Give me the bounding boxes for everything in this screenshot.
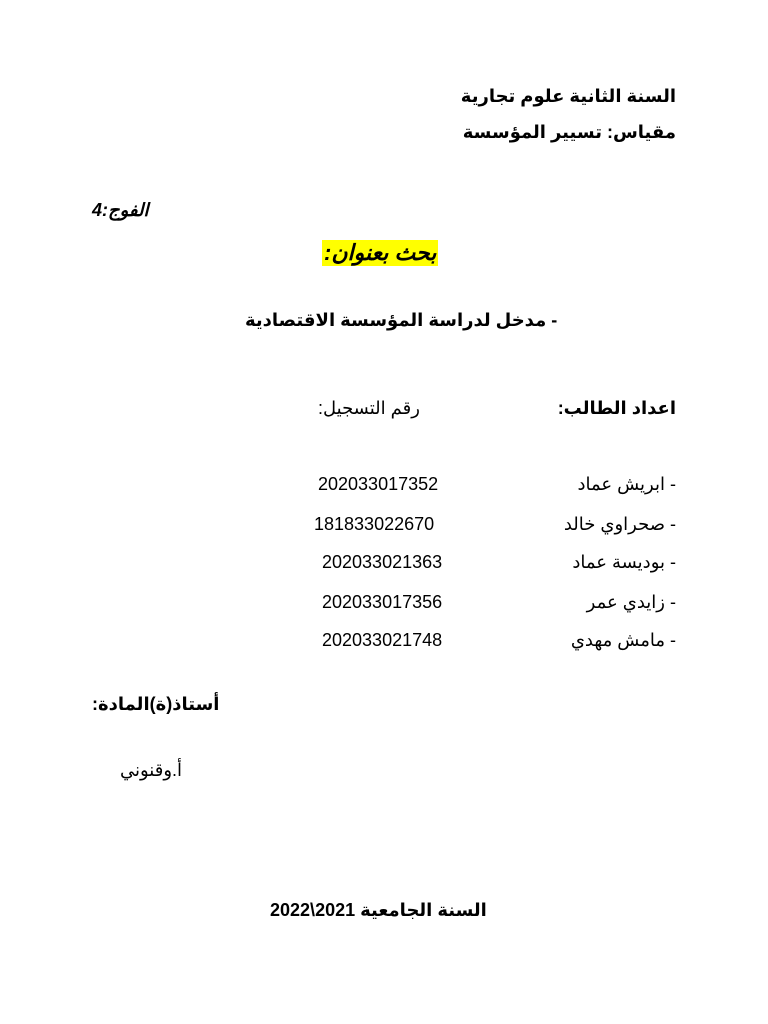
- research-title-label: بحث بعنوان:: [324, 240, 437, 265]
- student-id: 202033021748: [322, 630, 443, 650]
- student-name: - بوديسة عماد: [572, 552, 676, 572]
- student-id: 181833022670: [314, 514, 435, 534]
- header-line-2: مقياس: تسيير المؤسسة: [462, 122, 676, 142]
- professor-label: أستاذ(ة)المادة:: [92, 694, 220, 714]
- student-name: - زايدي عمر: [586, 592, 676, 612]
- student-id: 202033017356: [322, 592, 443, 612]
- academic-year: السنة الجامعية 2021\2022: [270, 900, 487, 920]
- student-id: 202033017352: [318, 474, 439, 494]
- header-line-1: السنة الثانية علوم تجارية: [460, 86, 676, 106]
- student-name: - مامش مهدي: [570, 630, 676, 650]
- group-label: الفوج:4: [92, 200, 149, 220]
- student-name: - ابريش عماد: [577, 474, 676, 494]
- student-id: 202033021363: [322, 552, 443, 572]
- research-subject: - مدخل لدراسة المؤسسة الاقتصادية: [245, 310, 558, 330]
- registration-label: رقم التسجيل:: [318, 398, 420, 418]
- prepared-by-label: اعداد الطالب:: [557, 398, 676, 418]
- student-name: - صحراوي خالد: [563, 514, 676, 534]
- professor-name: أ.وقنوني: [120, 760, 183, 780]
